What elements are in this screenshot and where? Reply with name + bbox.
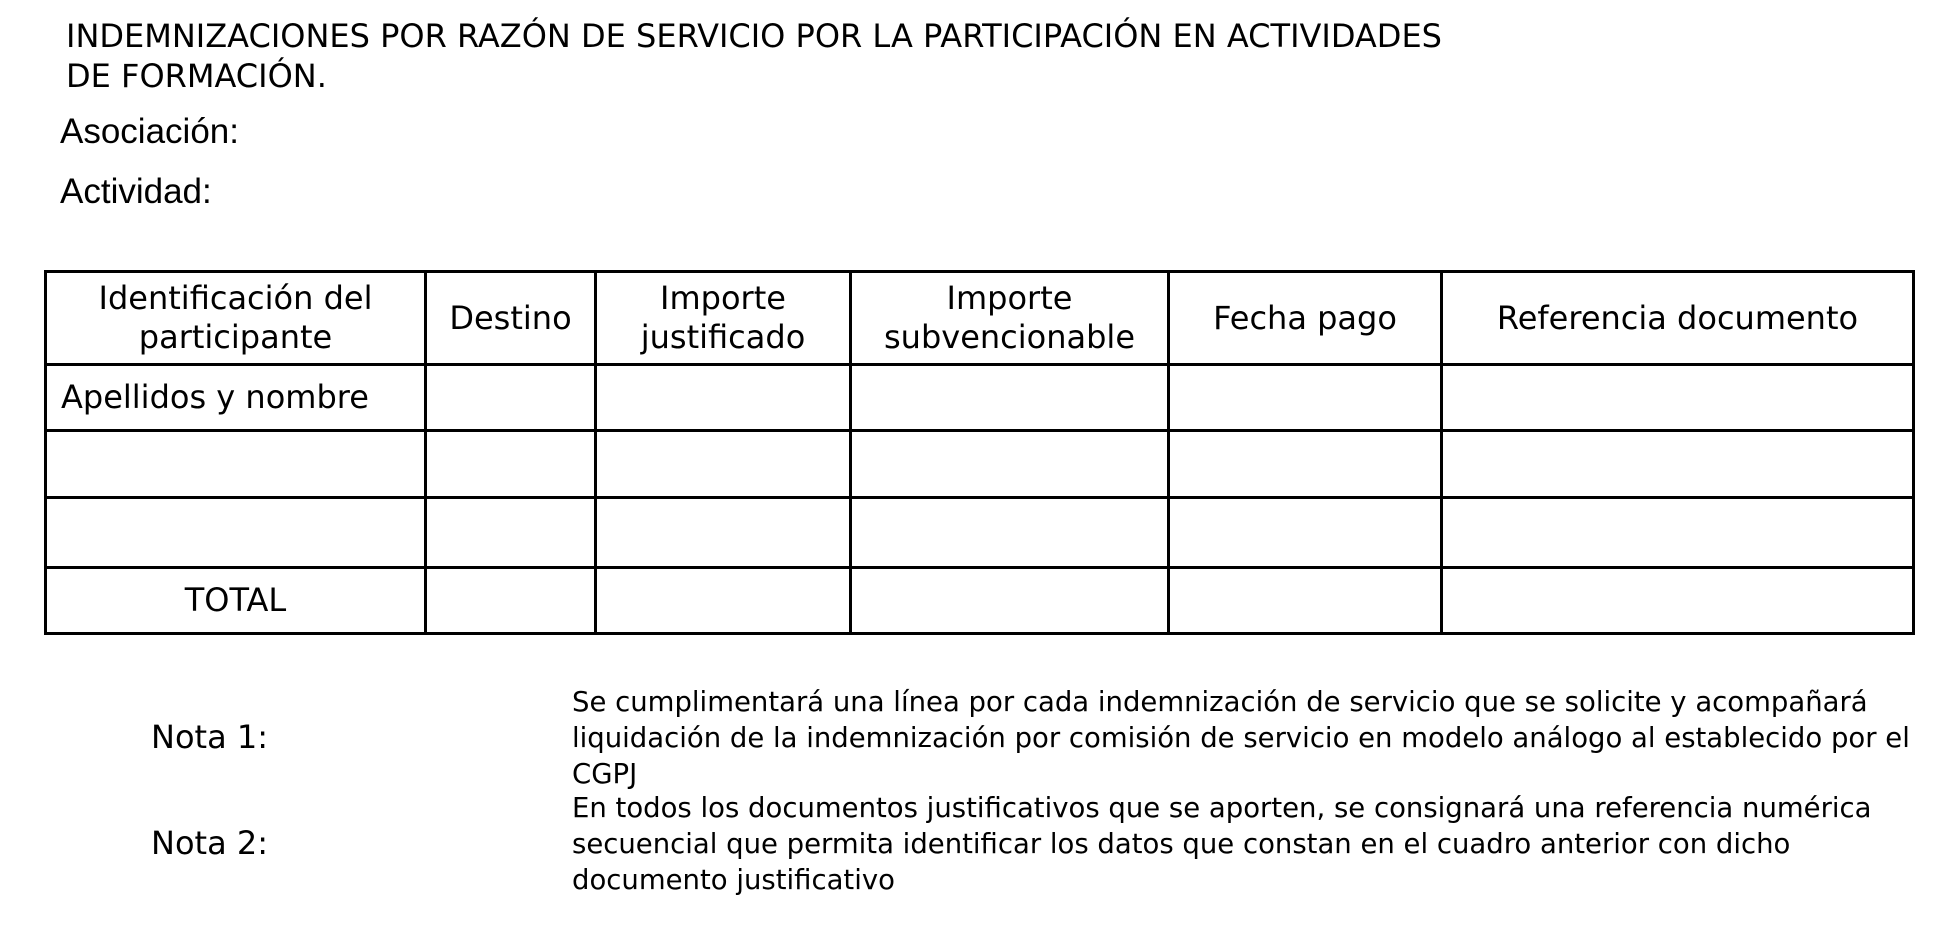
table-cell[interactable]: [1442, 365, 1914, 431]
table-cell[interactable]: [596, 365, 851, 431]
total-cell[interactable]: [1169, 568, 1442, 634]
table-cell[interactable]: [1442, 431, 1914, 498]
form-title-line-2: DE FORMACIÓN.: [66, 57, 327, 95]
table-cell[interactable]: [1442, 498, 1914, 568]
form-title-line-1: INDEMNIZACIONES POR RAZÓN DE SERVICIO POR LA PARTICIPACIÓN EN ACTIVIDADES: [66, 17, 1442, 55]
nota-1-text: Se cumplimentará una línea por cada indemnización de servicio que se solicite y acompañará liquidación de la indemnización por comisión de servicio en modelo análogo al establecido por el CGPJ: [572, 686, 1910, 790]
apellidos-nombre-cell: Apellidos y nombre: [46, 365, 426, 431]
nota-2-text: En todos los documentos justificativos que se aporten, se consignará una referencia numérica secuencial que permita identificar los datos que constan en el cuadro anterior con dicho documento justificativo: [572, 792, 1872, 896]
table-cell[interactable]: [46, 498, 426, 568]
total-label: TOTAL: [46, 568, 426, 634]
nota-2-label: Nota 2:: [151, 824, 268, 862]
table-cell[interactable]: [851, 431, 1169, 498]
form-title: [66, 16, 1666, 96]
table-row: [46, 365, 1914, 431]
actividad-label: Actividad:: [60, 172, 212, 211]
header-identificacion: Identificación del participante: [46, 272, 426, 365]
table-cell[interactable]: [46, 431, 426, 498]
table-row: [46, 431, 1914, 498]
total-cell[interactable]: [851, 568, 1169, 634]
nota-1-label: Nota 1:: [151, 718, 268, 756]
table-cell[interactable]: [1169, 365, 1442, 431]
header-destino: Destino: [426, 272, 596, 365]
table-row: [46, 498, 1914, 568]
total-row: [46, 568, 1914, 634]
header-importe-subvencionable: Importe subvencionable: [851, 272, 1169, 365]
table-cell[interactable]: [596, 498, 851, 568]
table-cell[interactable]: [596, 431, 851, 498]
table-cell[interactable]: [426, 431, 596, 498]
asociacion-label: Asociación:: [60, 112, 239, 151]
indemnizaciones-table: [44, 270, 1915, 635]
total-cell[interactable]: [596, 568, 851, 634]
header-referencia-documento: Referencia documento: [1442, 272, 1914, 365]
table-cell[interactable]: [426, 365, 596, 431]
header-fecha-pago: Fecha pago: [1169, 272, 1442, 365]
table-cell[interactable]: [1169, 431, 1442, 498]
table-cell[interactable]: [851, 365, 1169, 431]
table-cell[interactable]: [426, 498, 596, 568]
table-header-row: [46, 272, 1914, 365]
header-importe-justificado: Importe justificado: [596, 272, 851, 365]
table-cell[interactable]: [851, 498, 1169, 568]
total-cell[interactable]: [1442, 568, 1914, 634]
total-cell[interactable]: [426, 568, 596, 634]
table-cell[interactable]: [1169, 498, 1442, 568]
